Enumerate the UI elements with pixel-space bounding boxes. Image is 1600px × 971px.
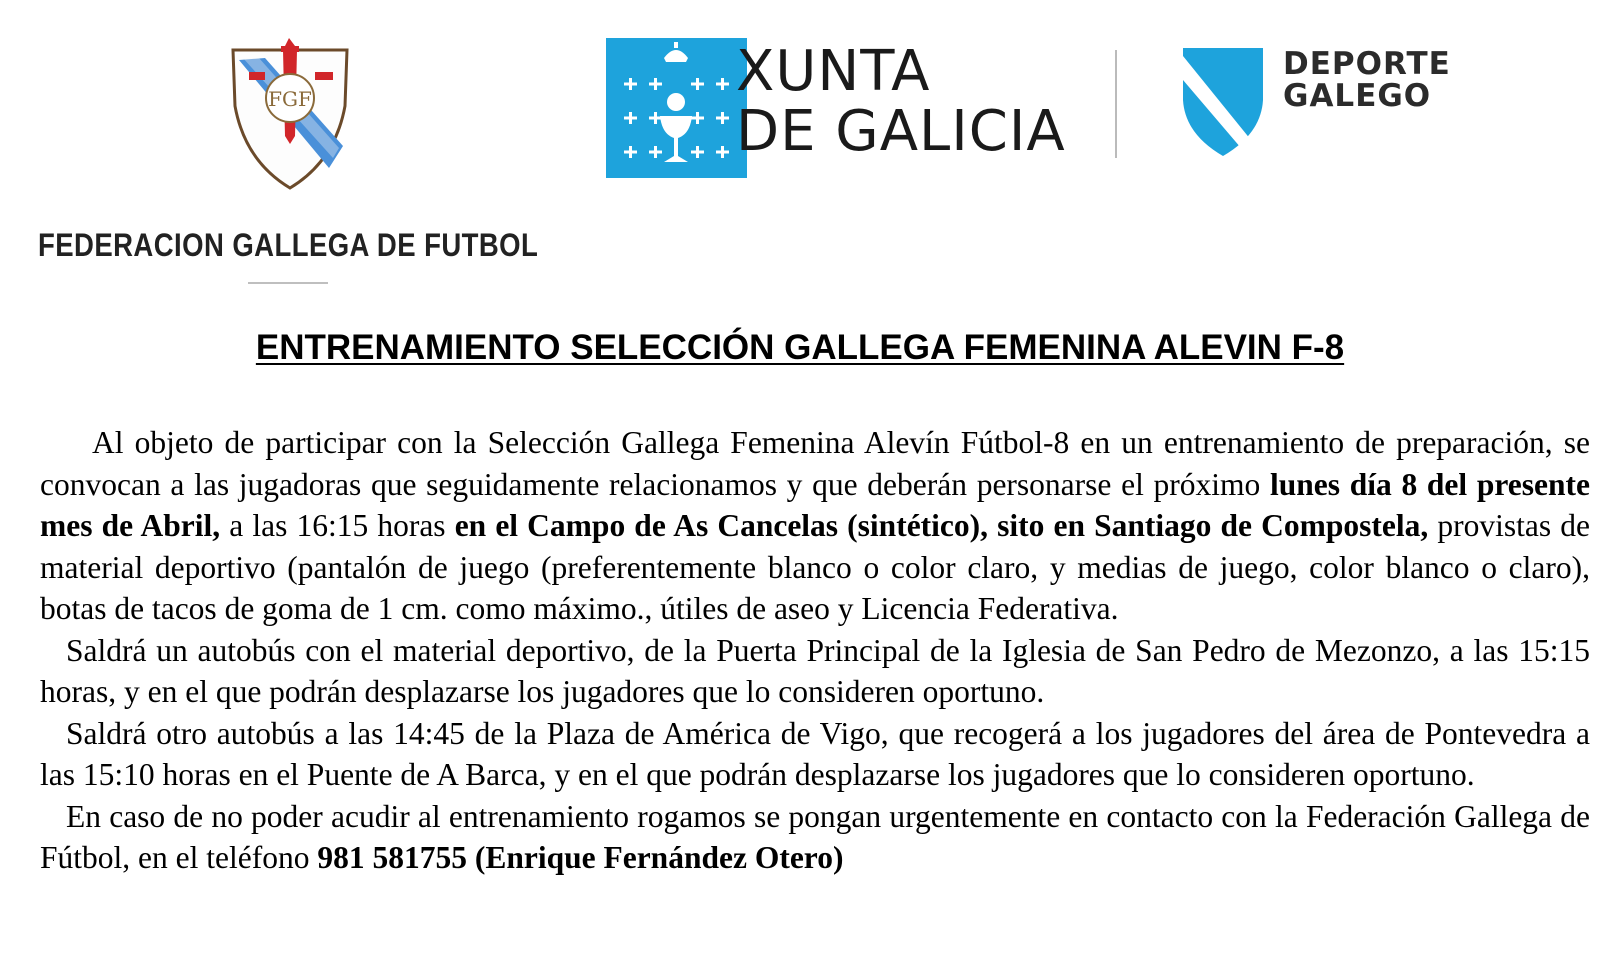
logo-divider [1115, 50, 1117, 158]
paragraph-convocation [40, 422, 1590, 630]
document-title-text: ENTRENAMIENTO SELECCIÓN GALLEGA FEMENINA ALEVIN F-8 [255, 328, 1345, 367]
p1-text-3: provistas de material deportivo (pantalón de juego (preferentemente blanco o color claro, y medias de juego, color blanco o claro), botas de tacos de goma de 1 cm. como máximo., útiles de aseo y Licencia Federativa. [40, 508, 1590, 626]
deporte-galego-emblem-icon [1183, 48, 1263, 156]
deporte-galego-wordmark [1283, 48, 1451, 112]
federation-underline [248, 282, 328, 284]
xunta-line-2: DE GALICIA [736, 99, 1066, 164]
xunta-wordmark [736, 39, 1066, 164]
p1-text-2: a las 16:15 horas [220, 508, 455, 543]
deporte-line-1: DEPORTE [1283, 46, 1451, 82]
document-title [0, 328, 1600, 368]
document-body [40, 422, 1590, 879]
p1-location-bold: en el Campo de As Cancelas (sintético), sito en Santiago de Compostela, [454, 508, 1429, 543]
deporte-galego-logo [1183, 48, 1483, 163]
paragraph-bus-santiago: Saldrá un autobús con el material deportivo, de la Puerta Principal de la Iglesia de San Pedro de Mezonzo, a las 15:15 horas, y en el que podrán desplazarse los jugadores que lo consideren oportuno. [40, 632, 1590, 709]
xunta-emblem-icon [606, 38, 747, 178]
deporte-line-2: GALEGO [1283, 78, 1432, 114]
xunta-de-galicia-logo [606, 38, 1066, 178]
federation-name: FEDERACION GALLEGA DE FUTBOL [38, 227, 539, 263]
crest-monogram: FGF [268, 87, 312, 111]
p4-text-1: En caso de no poder acudir al entrenamiento rogamos se pongan urgentemente en contacto con la Federación Gallega de Fútbol, en el teléfono [40, 798, 1590, 875]
federation-logo [38, 30, 548, 292]
paragraph-bus-vigo: Saldrá otro autobús a las 14:45 de la Plaza de América de Vigo, que recogerá a los jugadores del área de Pontevedra a las 15:10 horas en el Puente de A Barca, y en el que podrán desplazarse los jugadores que lo consideren oportuno. [40, 715, 1590, 792]
xunta-line-1: XUNTA [736, 39, 931, 104]
header [0, 0, 1600, 300]
p1-text-1: Al objeto de participar con la Selección Gallega Femenina Alevín Fútbol-8 en un entrenamiento de preparación, se convocan a las jugadoras que seguidamente relacionamos y que deberán personarse el próximo [40, 425, 1590, 502]
federation-crest-icon [225, 36, 355, 196]
p1-date-bold: lunes día 8 del presente mes de Abril, [40, 466, 1590, 543]
paragraph-contact [40, 796, 1590, 879]
contact-phone-bold: 981 581755 (Enrique Fernández Otero) [317, 840, 844, 875]
